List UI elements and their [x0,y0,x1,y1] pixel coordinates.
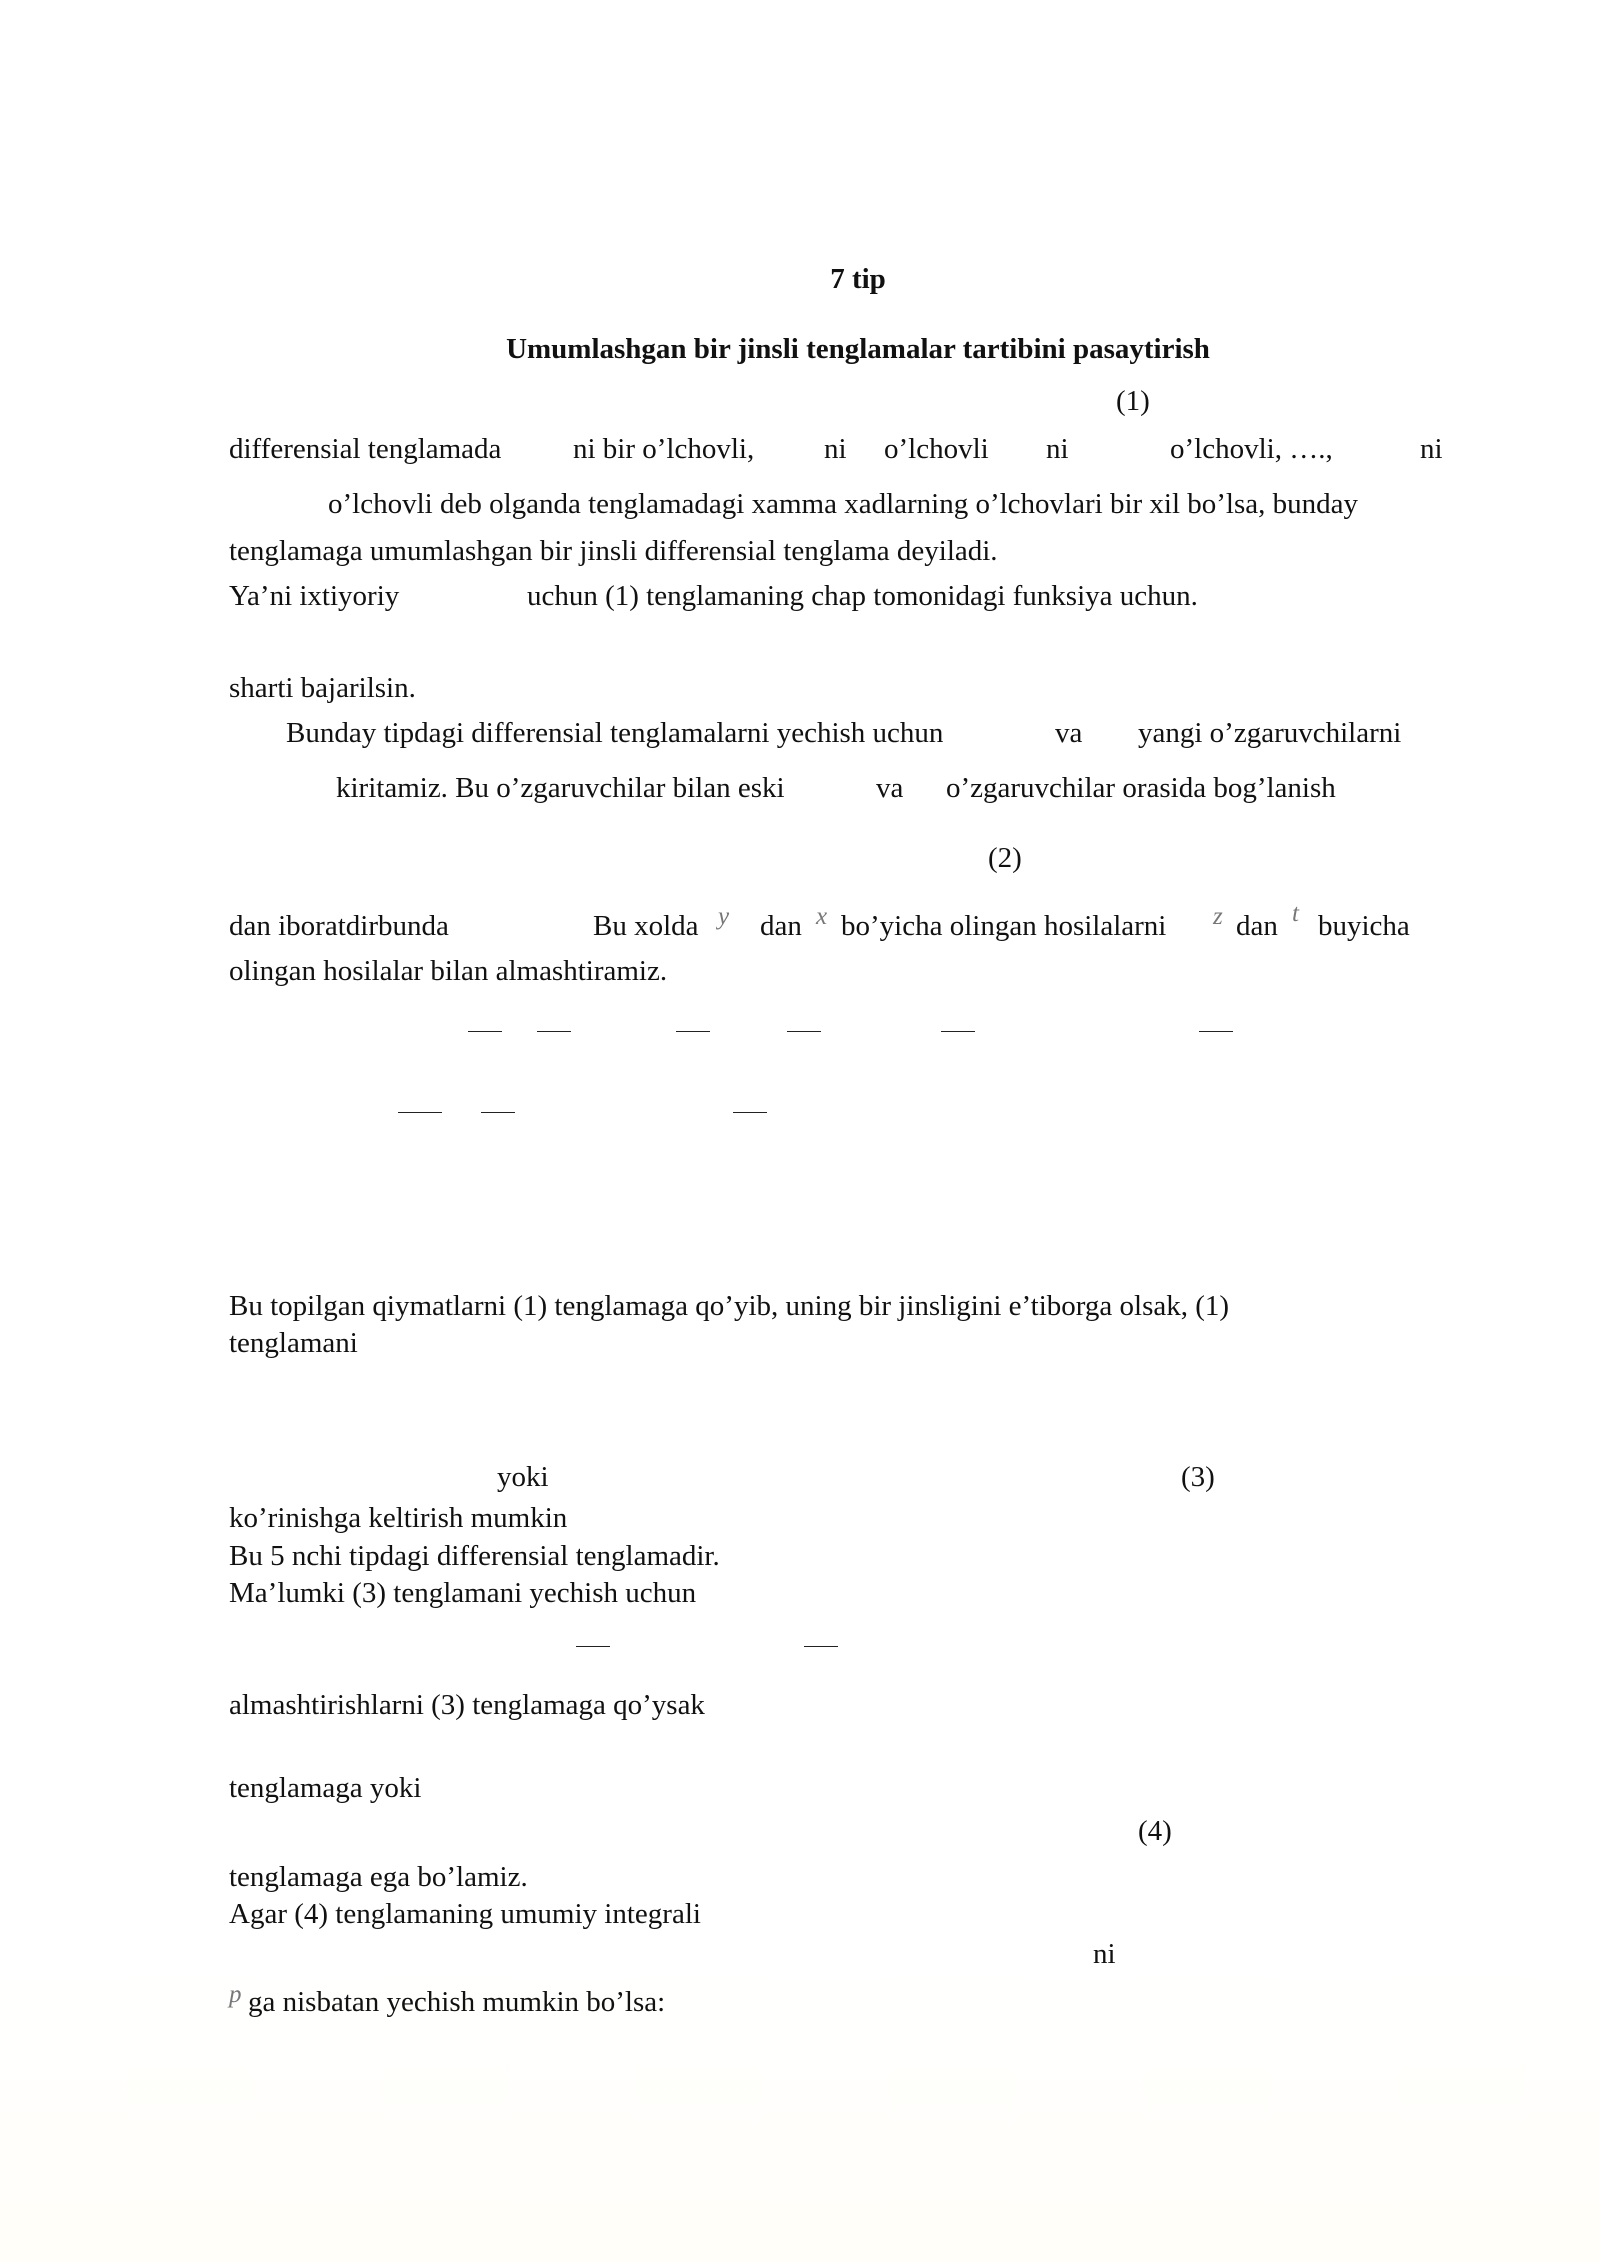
text-line-6a: Bunday tipdagi differensial tenglamalarni yechish uchun [286,717,944,749]
text-line-18: tenglamaga ega bo’lamiz. [229,1861,528,1893]
text-line-8b: Bu xolda [593,910,699,942]
text-line-10: Bu topilgan qiymatlarni (1) tenglamaga qo’yib, uning bir jinsligini e’tiborga olsak, (1) [229,1290,1230,1322]
text-line-7c: o’zgaruvchilar orasida bog’lanish [946,772,1336,804]
text-line-1f: o’lchovli, …., [1170,433,1333,465]
text-line-6b: va [1055,717,1083,749]
fraction-bar [941,1031,975,1032]
fraction-bar [787,1031,821,1032]
equation-number-3: (3) [1181,1461,1215,1493]
text-line-1c: ni [824,433,847,465]
text-line-1e: ni [1046,433,1069,465]
text-line-2: o’lchovli deb olganda tenglamadagi xamma xadlarning o’lchovlari bir xil bo’lsa, bunday [328,488,1359,520]
fraction-bar [1199,1031,1233,1032]
text-line-7b: va [876,772,904,804]
text-line-4a: Ya’ni ixtiyoriy [229,580,400,612]
text-line-15: Ma’lumki (3) tenglamani yechish uchun [229,1577,697,1609]
fraction-bar [481,1112,515,1113]
text-line-8a: dan iboratdirbunda [229,910,449,942]
text-line-1g: ni [1420,433,1443,465]
text-line-11: tenglamani [229,1327,358,1359]
fraction-bar [398,1112,442,1113]
variable-x-icon: x [816,903,828,930]
text-line-8d: bo’yicha olingan hosilalarni [841,910,1167,942]
variable-y-icon: y [718,903,730,930]
variable-p-icon: p [229,1981,242,2008]
text-line-8c: dan [760,910,802,942]
text-line-7a: kiritamiz. Bu o’zgaruvchilar bilan eski [336,772,785,804]
text-line-13: ko’rinishga keltirish mumkin [229,1502,568,1534]
fraction-bar [576,1646,610,1647]
fraction-bar [733,1112,767,1113]
equation-number-1: (1) [1116,385,1150,417]
text-line-4b: uchun (1) tenglamaning chap tomonidagi funksiya uchun. [527,580,1198,612]
fraction-bar [804,1646,838,1647]
text-line-6c: yangi o’zgaruvchilarni [1138,717,1402,749]
variable-z-icon: z [1213,903,1223,930]
text-line-14: Bu 5 nchi tipdagi differensial tenglamadir. [229,1540,720,1572]
fraction-bar [468,1031,502,1032]
text-ni: ni [1093,1938,1116,1970]
text-line-17: tenglamaga yoki [229,1772,422,1804]
section-number: 7 tip [830,263,886,295]
text-line-1b: ni bir o’lchovli, [573,433,755,465]
text-line-8e: dan [1236,910,1278,942]
text-line-1a: differensial tenglamada [229,433,502,465]
text-line-19: Agar (4) tenglamaning umumiy integrali [229,1898,701,1930]
equation-number-4: (4) [1138,1815,1172,1847]
text-line-9: olingan hosilalar bilan almashtiramiz. [229,955,668,987]
text-line-5: sharti bajarilsin. [229,672,416,704]
text-line-16: almashtirishlarni (3) tenglamaga qo’ysak [229,1689,705,1721]
equation-number-2: (2) [988,842,1022,874]
text-line-21: ga nisbatan yechish mumkin bo’lsa: [248,1986,666,2018]
variable-t-icon: t [1292,900,1299,927]
fraction-bar [676,1031,710,1032]
text-line-3: tenglamaga umumlashgan bir jinsli differensial tenglama deyiladi. [229,535,998,567]
fraction-bar [537,1031,571,1032]
text-line-1d: o’lchovli [884,433,989,465]
section-title: Umumlashgan bir jinsli tenglamalar tartibini pasaytirish [506,333,1210,365]
text-line-8f: buyicha [1318,910,1410,942]
text-yoki: yoki [497,1461,549,1493]
